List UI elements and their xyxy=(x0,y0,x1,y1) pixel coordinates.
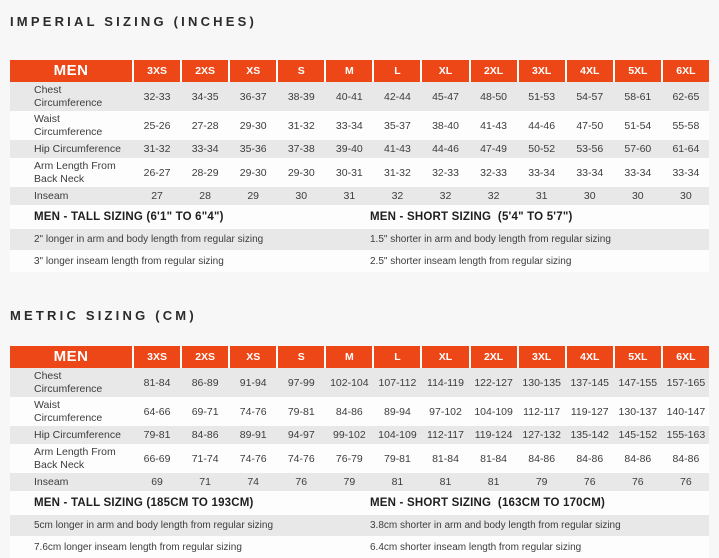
size-value-cell: 42-44 xyxy=(384,90,411,103)
size-value-cell: 31 xyxy=(535,190,548,202)
size-value-cell: 28 xyxy=(199,190,211,202)
imperial-sizing-title: IMPERIAL SIZING (INCHES) xyxy=(10,14,258,29)
size-column-header: 2XL xyxy=(471,60,517,82)
size-value-cell: 50-52 xyxy=(528,143,556,155)
size-value-cell: 81-84 xyxy=(432,452,459,465)
tall-sizing-note: 2" longer in arm and body length from regular sizing xyxy=(34,234,264,245)
size-value-cell: 30-31 xyxy=(335,166,363,179)
table-row xyxy=(10,444,709,473)
table-row xyxy=(10,473,709,491)
table-row xyxy=(10,82,709,111)
size-value-cell: 61-64 xyxy=(672,143,700,155)
size-value-cell: 79-81 xyxy=(287,405,315,418)
size-value-cell: 157-165 xyxy=(666,376,706,389)
metric-section xyxy=(10,309,709,558)
size-value-cell: 107-112 xyxy=(378,376,417,389)
size-value-cell: 31-32 xyxy=(287,119,315,132)
tall-sizing-note: 5cm longer in arm and body length from regular sizing xyxy=(34,520,274,531)
size-value-cell: 81 xyxy=(439,476,452,488)
size-value-cell: 28-29 xyxy=(191,166,219,179)
size-value-cell: 155-163 xyxy=(666,429,706,441)
size-column-header: XS xyxy=(230,60,276,82)
size-value-cell: 84-86 xyxy=(576,452,604,465)
size-value-cell: 30 xyxy=(295,190,308,202)
size-value-cell: 76 xyxy=(680,476,692,488)
size-value-cell: 55-58 xyxy=(672,119,700,132)
size-value-cell: 102-104 xyxy=(330,376,369,389)
metric-sizing-title: METRIC SIZING (CM) xyxy=(10,308,197,323)
size-value-cell: 35-36 xyxy=(239,143,267,155)
size-value-cell: 84-86 xyxy=(672,452,700,465)
size-value-cell: 147-155 xyxy=(618,376,658,389)
row-label: Chest Circumference xyxy=(34,370,103,395)
size-value-cell: 97-102 xyxy=(429,405,462,418)
metric-sizing-table xyxy=(10,346,709,558)
size-value-cell: 140-147 xyxy=(666,405,706,418)
size-value-cell: 94-97 xyxy=(287,429,315,441)
table-row xyxy=(10,368,709,397)
size-value-cell: 33-34 xyxy=(335,119,363,132)
size-value-cell: 127-132 xyxy=(522,429,561,441)
men-header-cell: MEN xyxy=(10,346,132,368)
size-value-cell: 32 xyxy=(391,190,404,202)
size-value-cell: 54-57 xyxy=(576,90,604,103)
size-value-cell: 32-33 xyxy=(480,166,508,179)
notes-row xyxy=(10,250,709,272)
size-value-cell: 71 xyxy=(199,476,211,488)
table-header-row xyxy=(10,60,709,82)
size-value-cell: 71-74 xyxy=(191,452,219,465)
size-column-header: 2XS xyxy=(182,346,228,368)
size-value-cell: 97-99 xyxy=(287,376,315,389)
tall-sizing-title: MEN - TALL SIZING (185CM TO 193CM) xyxy=(34,497,254,509)
size-value-cell: 36-37 xyxy=(239,90,267,103)
size-value-cell: 29-30 xyxy=(239,166,267,179)
tall-sizing-title: MEN - TALL SIZING (6'1" TO 6"4") xyxy=(34,211,224,223)
size-value-cell: 81-84 xyxy=(143,376,171,389)
size-column-header: 4XL xyxy=(567,346,613,368)
row-label: Hip Circumference xyxy=(34,142,121,155)
size-value-cell: 76 xyxy=(295,476,308,488)
size-column-header: L xyxy=(374,60,420,82)
row-label: Arm Length From Back Neck xyxy=(34,160,116,185)
size-value-cell: 145-152 xyxy=(618,429,658,441)
row-label: Inseam xyxy=(34,189,69,202)
size-value-cell: 135-142 xyxy=(570,429,610,441)
size-value-cell: 30 xyxy=(631,190,644,202)
size-value-cell: 112-117 xyxy=(427,429,464,441)
size-value-cell: 31-32 xyxy=(143,143,171,155)
size-value-cell: 81-84 xyxy=(480,452,508,465)
size-value-cell: 38-39 xyxy=(287,90,315,103)
size-value-cell: 45-47 xyxy=(432,90,459,103)
size-column-header: M xyxy=(326,346,372,368)
table-row xyxy=(10,397,709,426)
size-value-cell: 31 xyxy=(343,190,356,202)
size-column-header: 2XL xyxy=(471,346,517,368)
size-value-cell: 47-49 xyxy=(480,143,508,155)
table-row xyxy=(10,426,709,444)
size-value-cell: 130-135 xyxy=(522,376,561,389)
size-value-cell: 47-50 xyxy=(576,119,604,132)
size-column-header: 5XL xyxy=(615,346,661,368)
size-value-cell: 69-71 xyxy=(191,405,219,418)
size-value-cell: 112-117 xyxy=(523,405,561,418)
size-value-cell: 44-46 xyxy=(528,119,556,132)
size-value-cell: 33-34 xyxy=(191,143,219,155)
size-value-cell: 53-56 xyxy=(576,143,604,155)
imperial-sizing-table xyxy=(10,60,709,272)
size-value-cell: 89-91 xyxy=(239,429,267,441)
size-value-cell: 99-102 xyxy=(333,429,366,441)
size-value-cell: 79 xyxy=(343,476,356,488)
notes-row xyxy=(10,515,709,536)
size-value-cell: 84-86 xyxy=(624,452,652,465)
size-value-cell: 86-89 xyxy=(191,376,219,389)
size-column-header: XL xyxy=(422,60,468,82)
short-sizing-title: MEN - SHORT SIZING (163CM TO 170CM) xyxy=(369,497,606,509)
size-value-cell: 34-35 xyxy=(191,90,219,103)
size-column-header: 6XL xyxy=(663,346,709,368)
size-column-header: 4XL xyxy=(567,60,613,82)
size-value-cell: 66-69 xyxy=(143,452,171,465)
size-value-cell: 76 xyxy=(631,476,644,488)
size-value-cell: 79-81 xyxy=(384,452,411,465)
size-value-cell: 64-66 xyxy=(143,405,171,418)
size-value-cell: 74-76 xyxy=(239,452,267,465)
notes-row xyxy=(10,536,709,558)
size-value-cell: 48-50 xyxy=(480,90,508,103)
short-sizing-note: 3.8cm shorter in arm and body length from regular sizing xyxy=(369,520,621,531)
table-header-row xyxy=(10,346,709,368)
size-value-cell: 30 xyxy=(680,190,692,202)
size-value-cell: 84-86 xyxy=(191,429,219,441)
size-value-cell: 84-86 xyxy=(528,452,556,465)
size-value-cell: 33-34 xyxy=(672,166,700,179)
short-sizing-title: MEN - SHORT SIZING (5'4" TO 5'7") xyxy=(369,211,573,223)
size-value-cell: 137-145 xyxy=(570,376,610,389)
size-value-cell: 74-76 xyxy=(239,405,267,418)
size-value-cell: 25-26 xyxy=(143,119,171,132)
row-label: Waist Circumference xyxy=(34,113,103,138)
size-column-header: M xyxy=(326,60,372,82)
size-value-cell: 76 xyxy=(583,476,596,488)
imperial-section xyxy=(10,15,709,272)
size-column-header: S xyxy=(278,346,324,368)
size-value-cell: 37-38 xyxy=(287,143,315,155)
row-label: Waist Circumference xyxy=(34,399,103,424)
tall-sizing-note: 3" longer inseam length from regular sizing xyxy=(34,255,224,267)
table-row xyxy=(10,158,709,187)
size-value-cell: 104-109 xyxy=(378,429,417,441)
notes-row xyxy=(10,229,709,250)
size-column-header: 6XL xyxy=(663,60,709,82)
size-column-header: XL xyxy=(422,346,468,368)
size-value-cell: 84-86 xyxy=(335,405,363,418)
size-value-cell: 44-46 xyxy=(432,143,459,155)
size-value-cell: 79 xyxy=(535,476,548,488)
size-column-header: 5XL xyxy=(615,60,661,82)
size-value-cell: 32 xyxy=(439,190,452,202)
size-column-header: 2XS xyxy=(182,60,228,82)
size-column-header: XS xyxy=(230,346,276,368)
size-value-cell: 41-43 xyxy=(480,119,508,132)
size-value-cell: 51-53 xyxy=(528,90,556,103)
table-row xyxy=(10,140,709,158)
notes-header-row xyxy=(10,491,709,515)
size-value-cell: 114-119 xyxy=(427,376,464,389)
size-value-cell: 119-124 xyxy=(474,429,513,441)
notes-header-row xyxy=(10,205,709,229)
row-label: Arm Length From Back Neck xyxy=(34,446,116,471)
size-value-cell: 74 xyxy=(247,476,260,488)
size-value-cell: 122-127 xyxy=(474,376,513,389)
size-value-cell: 79-81 xyxy=(143,429,171,441)
size-value-cell: 30 xyxy=(583,190,596,202)
size-value-cell: 29-30 xyxy=(287,166,315,179)
size-value-cell: 33-34 xyxy=(624,166,652,179)
short-sizing-note: 2.5" shorter inseam length from regular sizing xyxy=(369,255,572,267)
size-value-cell: 40-41 xyxy=(335,90,363,103)
size-value-cell: 81 xyxy=(391,476,404,488)
row-label: Chest Circumference xyxy=(34,84,103,109)
size-value-cell: 26-27 xyxy=(143,166,171,179)
short-sizing-note: 6.4cm shorter inseam length from regular sizing xyxy=(369,541,582,553)
size-column-header: 3XS xyxy=(134,60,180,82)
size-column-header: 3XS xyxy=(134,346,180,368)
size-value-cell: 39-40 xyxy=(335,143,363,155)
size-value-cell: 130-137 xyxy=(618,405,658,418)
size-value-cell: 31-32 xyxy=(384,166,411,179)
size-value-cell: 41-43 xyxy=(384,143,411,155)
size-value-cell: 29-30 xyxy=(239,119,267,132)
size-value-cell: 76-79 xyxy=(335,452,363,465)
size-value-cell: 89-94 xyxy=(384,405,411,418)
size-column-header: 3XL xyxy=(519,60,565,82)
size-value-cell: 35-37 xyxy=(384,119,411,132)
row-label: Hip Circumference xyxy=(34,428,121,441)
men-header-cell: MEN xyxy=(10,60,132,82)
size-value-cell: 58-61 xyxy=(624,90,652,103)
size-value-cell: 119-127 xyxy=(570,405,609,418)
size-value-cell: 27-28 xyxy=(191,119,219,132)
size-value-cell: 38-40 xyxy=(432,119,459,132)
tall-sizing-note: 7.6cm longer inseam length from regular sizing xyxy=(34,541,242,553)
size-value-cell: 74-76 xyxy=(287,452,315,465)
size-value-cell: 33-34 xyxy=(576,166,604,179)
size-value-cell: 32-33 xyxy=(143,90,171,103)
size-value-cell: 32 xyxy=(487,190,500,202)
size-column-header: S xyxy=(278,60,324,82)
size-column-header: L xyxy=(374,346,420,368)
size-value-cell: 29 xyxy=(247,190,260,202)
size-value-cell: 104-109 xyxy=(474,405,513,418)
size-value-cell: 27 xyxy=(151,190,163,202)
size-value-cell: 81 xyxy=(487,476,500,488)
table-row xyxy=(10,187,709,205)
size-value-cell: 57-60 xyxy=(624,143,652,155)
size-value-cell: 62-65 xyxy=(672,90,700,103)
size-column-header: 3XL xyxy=(519,346,565,368)
row-label: Inseam xyxy=(34,475,69,488)
size-value-cell: 33-34 xyxy=(528,166,556,179)
size-value-cell: 69 xyxy=(151,476,163,488)
size-value-cell: 32-33 xyxy=(432,166,459,179)
size-value-cell: 91-94 xyxy=(239,376,267,389)
table-row xyxy=(10,111,709,140)
size-value-cell: 51-54 xyxy=(624,119,652,132)
short-sizing-note: 1.5" shorter in arm and body length from regular sizing xyxy=(369,234,611,245)
